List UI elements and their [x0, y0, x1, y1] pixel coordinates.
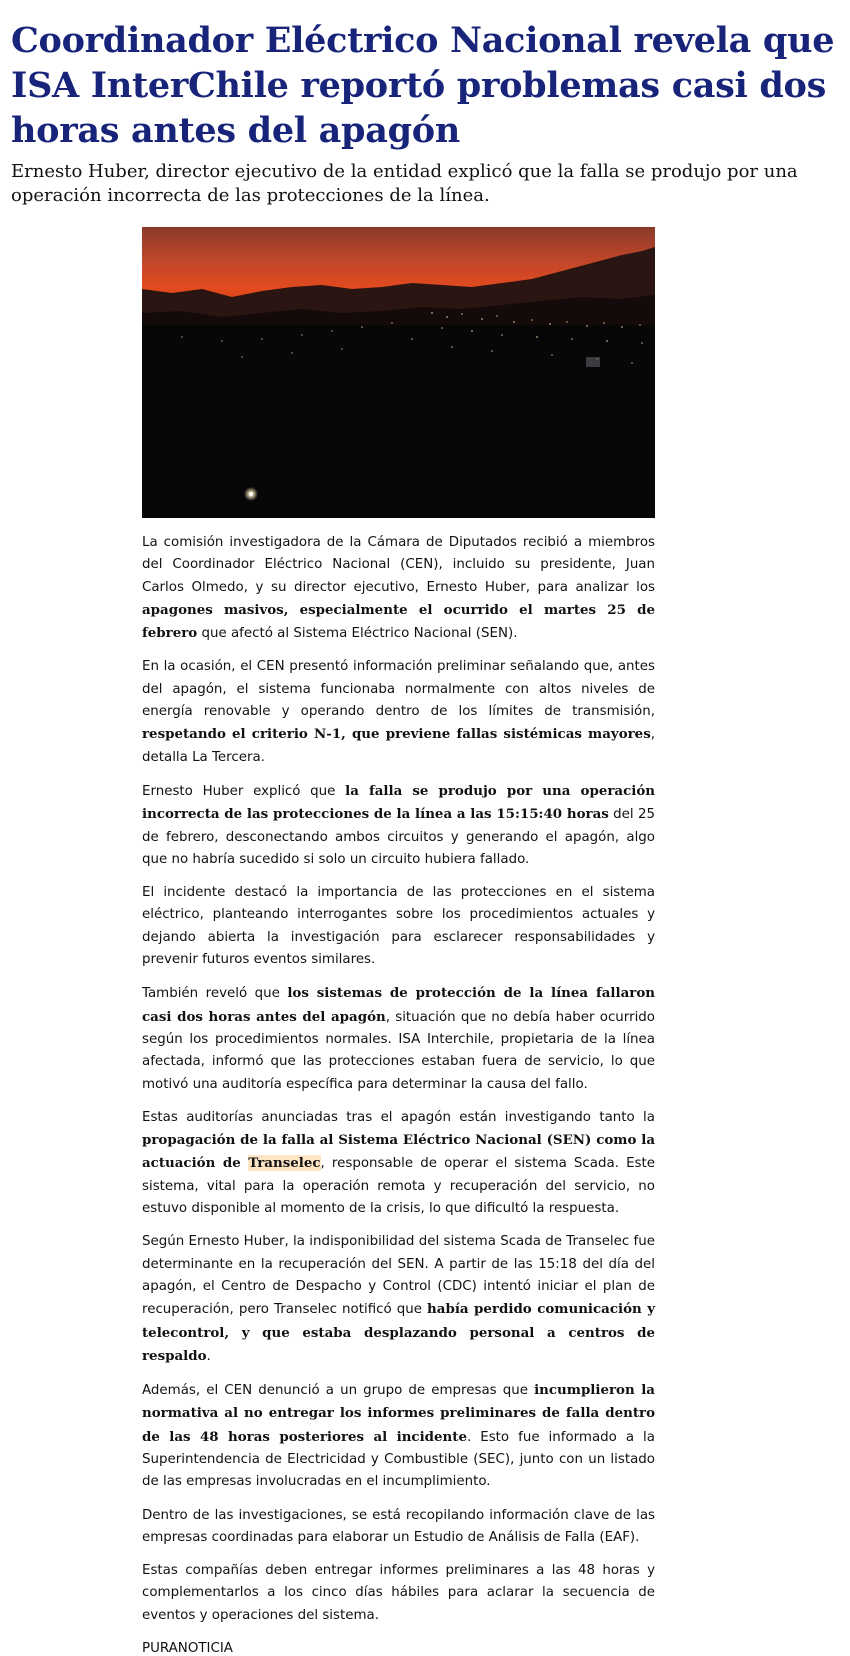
- article-paragraph: [142, 982, 655, 1095]
- article-paragraph: [142, 1231, 655, 1368]
- paragraph-text: Estas compañías deben entregar informes preliminares a las 48 horas y complementarlos a los cinco días hábiles para aclarar la secuencia de eventos y operaciones del sistema.: [142, 1563, 655, 1623]
- photo-valley: [142, 325, 655, 518]
- article-paragraph: [142, 1379, 655, 1493]
- paragraph-text: , situación que no debía haber ocurrido según los procedimientos normales. ISA Interchile, propietaria de la línea afectada, informó que las protecciones estaban fuera de servicio, lo que motivó una auditoría específica para determinar la causa del fallo.: [142, 1009, 655, 1092]
- article-source: PURANOTICIA: [142, 1641, 233, 1656]
- article-paragraph: [142, 1505, 655, 1550]
- paragraph-text: Estas auditorías anunciadas tras el apagón están investigando tanto la: [142, 1109, 655, 1125]
- paragraph-text: del 25 de febrero, desconectando ambos circuitos y generando el apagón, algo que no habría sucedido si solo un circuito hubiera fallado.: [142, 807, 655, 867]
- article-paragraph: [142, 1107, 655, 1220]
- paragraph-text: .: [206, 1348, 211, 1364]
- bold-text: apagones masivos, especialmente el ocurrido el martes 25 de febrero: [142, 601, 655, 642]
- paragraph-text: El incidente destacó la importancia de las protecciones en el sistema eléctrico, planteando interrogantes sobre los procedimientos actuales y dejando abierta la investigación para esclarecer responsabilidades y prevenir futuros eventos similares.: [142, 885, 655, 968]
- bold-text: respetando el criterio N-1, que previene fallas sistémicas mayores: [142, 726, 651, 743]
- photo-street-lamp: [249, 492, 253, 496]
- photo-building: [586, 357, 600, 367]
- article-paragraph: [142, 656, 655, 768]
- article-paragraph: [142, 780, 655, 871]
- paragraph-text: , detalla La Tercera.: [142, 727, 655, 765]
- night-landscape-photo: [142, 227, 655, 518]
- bold-text: propagación de la falla al Sistema Eléctrico Nacional (SEN) como la actuación de: [142, 1132, 655, 1172]
- paragraph-text: La comisión investigadora de la Cámara de Diputados recibió a miembros del Coordinador Eléctrico Nacional (CEN), incluido su presidente, Juan Carlos Olmedo, y su director ejecutivo, Ernesto Huber, para analizar los: [142, 535, 655, 595]
- paragraph-text: . Esto fue informado a la Superintendencia de Electricidad y Combustible (SEC), junto con un listado de las empresas involucradas en el incumplimiento.: [142, 1429, 655, 1490]
- bold-text: los sistemas de protección de la línea fallaron casi dos horas antes del apagón: [142, 985, 655, 1025]
- paragraph-text: Según Ernesto Huber, la indisponibilidad del sistema Scada de Transelec fue determinante en la recuperación del SEN. A partir de las 15:18 del día del apagón, el Centro de Despacho y Control (CDC) intentó iniciar el plan de recuperación, pero Transelec notificó que: [142, 1234, 655, 1318]
- article-paragraph: [142, 882, 655, 971]
- bold-text: la falla se produjo por una operación incorrecta de las protecciones de la línea a las 15:15:40 horas: [142, 782, 655, 823]
- article-headline: Coordinador Eléctrico Nacional revela que ISA InterChile reportó problemas casi dos horas antes del apagón: [11, 20, 835, 151]
- paragraph-text: También reveló que: [142, 986, 288, 1002]
- article-body: [142, 532, 655, 1656]
- article-paragraph: [142, 1560, 655, 1627]
- bold-text: incumplieron la normativa al no entregar los informes preliminares de falla dentro de las 48 horas posteriores al incidente: [142, 1382, 655, 1445]
- bold-text: había perdido comunicación y telecontrol, y que estaba desplazando personal a centros de respaldo: [142, 1301, 656, 1364]
- paragraph-text: que afectó al Sistema Eléctrico Nacional (SEN).: [197, 626, 518, 642]
- article-subheadline: Ernesto Huber, director ejecutivo de la entidad explicó que la falla se produjo por una operación incorrecta de las protecciones de la línea.: [11, 161, 798, 206]
- paragraph-text: En la ocasión, el CEN presentó información preliminar señalando que, antes del apagón, el sistema funcionaba normalmente con altos niveles de energía renovable y operando dentro de los límites de transmisión,: [142, 659, 655, 720]
- paragraph-text: Además, el CEN denunció a un grupo de empresas que: [142, 1383, 535, 1399]
- paragraph-text: Ernesto Huber explicó que: [142, 783, 346, 799]
- bold-text: Transelec: [248, 1155, 321, 1172]
- paragraph-text: Dentro de las investigaciones, se está recopilando información clave de las empresas coordinadas para elaborar un Estudio de Análisis de Falla (EAF).: [142, 1507, 655, 1545]
- article-paragraph: [142, 532, 655, 645]
- paragraph-text: , responsable de operar el sistema Scada. Este sistema, vital para la operación remota y recuperación del servicio, no estuvo disponible al momento de la crisis, lo que dificultó la respuesta.: [142, 1156, 655, 1217]
